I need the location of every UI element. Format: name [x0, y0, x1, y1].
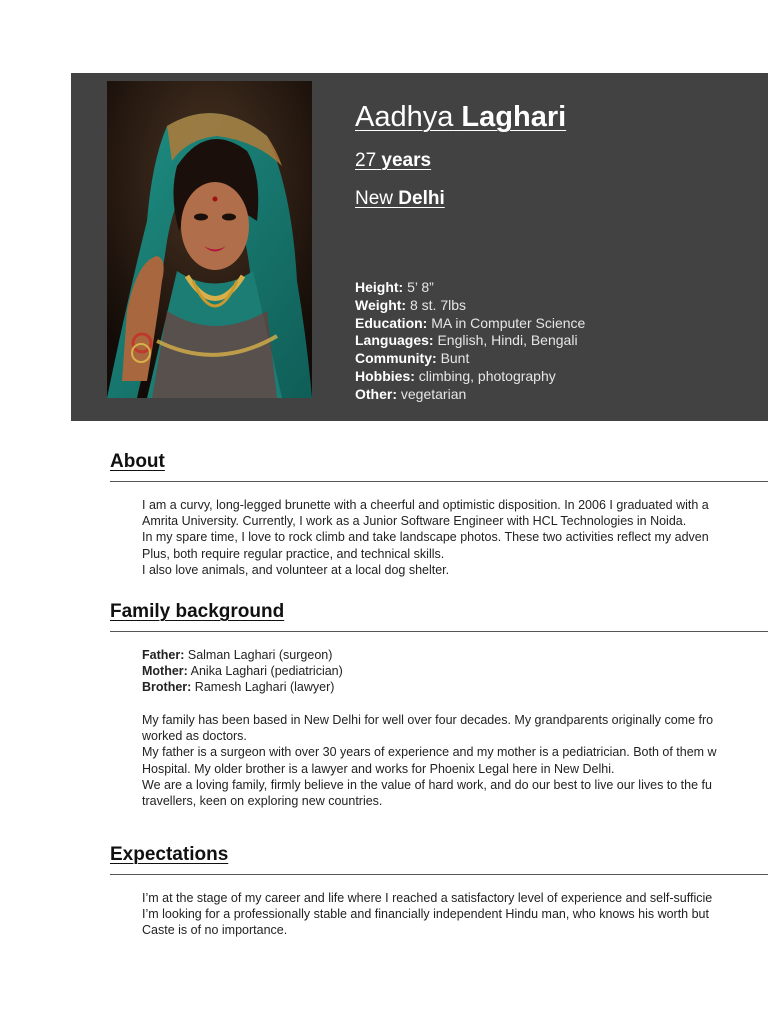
fact-other [355, 386, 585, 404]
portrait-illustration [107, 81, 312, 398]
fact-value: MA in Computer Science [431, 314, 586, 331]
city-first: New [355, 188, 394, 209]
fact-value: climbing, photography [418, 367, 556, 384]
member-label: Father: [142, 648, 185, 662]
about-line: Plus, both require regular practice, and technical skills. [142, 546, 445, 561]
family-member-brother [142, 679, 768, 695]
member-value: Salman Laghari (surgeon) [187, 648, 333, 662]
family-line: My father is a surgeon with over 30 years of experience and my mother is a pediatrician. Both of them w [142, 745, 717, 760]
profile-city [355, 188, 445, 210]
fact-value: 5’ 8” [407, 279, 434, 295]
fact-hobbies [355, 368, 585, 386]
fact-value: Bunt [440, 350, 470, 367]
fact-label: Education: [355, 314, 428, 331]
member-label: Mother: [142, 664, 188, 679]
profile-facts [355, 279, 585, 404]
family-text [142, 712, 768, 809]
family-member-mother [142, 663, 768, 679]
expectations-line: Caste is of no importance. [142, 923, 288, 938]
member-value: Ramesh Laghari (lawyer) [194, 680, 335, 695]
expectations-line: I’m at the stage of my career and life where I reached a satisfactory level of experience and self-sufficie [142, 891, 713, 905]
fact-education [355, 315, 585, 333]
fact-label: Community: [355, 350, 437, 367]
family-line: We are a loving family, firmly believe in the value of hard work, and do our best to live our lives to the fu [142, 777, 712, 792]
expectations-line: I’m looking for a professionally stable and financially independent Hindu man, who knows his worth but [142, 907, 709, 922]
expectations-text [142, 890, 768, 939]
about-line: In my spare time, I love to rock climb and take landscape photos. These two activities reflect my adven [142, 530, 709, 545]
about-heading: About [110, 451, 165, 472]
fact-value: English, Hindi, Bengali [437, 332, 578, 349]
fact-label: Hobbies: [355, 367, 415, 384]
about-divider [110, 481, 768, 482]
profile-age [355, 150, 431, 172]
family-line: Hospital. My older brother is a lawyer and works for Phoenix Legal here in New Delhi. [142, 761, 615, 776]
about-line: Amrita University. Currently, I work as a Junior Software Engineer with HCL Technologies in Noida. [142, 514, 687, 529]
fact-height [355, 279, 585, 297]
member-label: Brother: [142, 680, 192, 695]
about-line: I also love animals, and volunteer at a local dog shelter. [142, 562, 450, 577]
fact-label: Languages: [355, 332, 434, 349]
expectations-divider [110, 874, 768, 875]
profile-name [355, 101, 566, 134]
about-line: I am a curvy, long-legged brunette with a cheerful and optimistic disposition. In 2006 I graduated with a [142, 498, 709, 512]
fact-value: 8 st. 7lbs [409, 296, 466, 313]
age-unit: years [381, 150, 432, 171]
profile-header [71, 73, 768, 421]
fact-weight [355, 297, 585, 315]
about-text [142, 497, 768, 578]
fact-label: Other: [355, 385, 397, 402]
first-name: Aadhya [355, 101, 454, 133]
family-heading: Family background [110, 601, 285, 622]
member-value: Anika Laghari (pediatrician) [190, 664, 343, 679]
expectations-heading: Expectations [110, 844, 229, 865]
profile-photo [107, 81, 312, 398]
city-second: Delhi [398, 188, 445, 209]
fact-label: Weight: [355, 296, 407, 313]
family-line: worked as doctors. [142, 729, 247, 744]
family-members [142, 647, 768, 696]
family-member-father [142, 647, 768, 663]
age-number: 27 [355, 150, 377, 171]
family-line: travellers, keen on exploring new countries. [142, 794, 383, 809]
fact-languages [355, 332, 585, 350]
fact-value: vegetarian [400, 385, 467, 402]
family-line: My family has been based in New Delhi for well over four decades. My grandparents originally come fro [142, 713, 714, 727]
fact-label: Height: [355, 279, 404, 295]
fact-community [355, 350, 585, 368]
last-name: Laghari [461, 101, 567, 133]
family-divider [110, 631, 768, 632]
